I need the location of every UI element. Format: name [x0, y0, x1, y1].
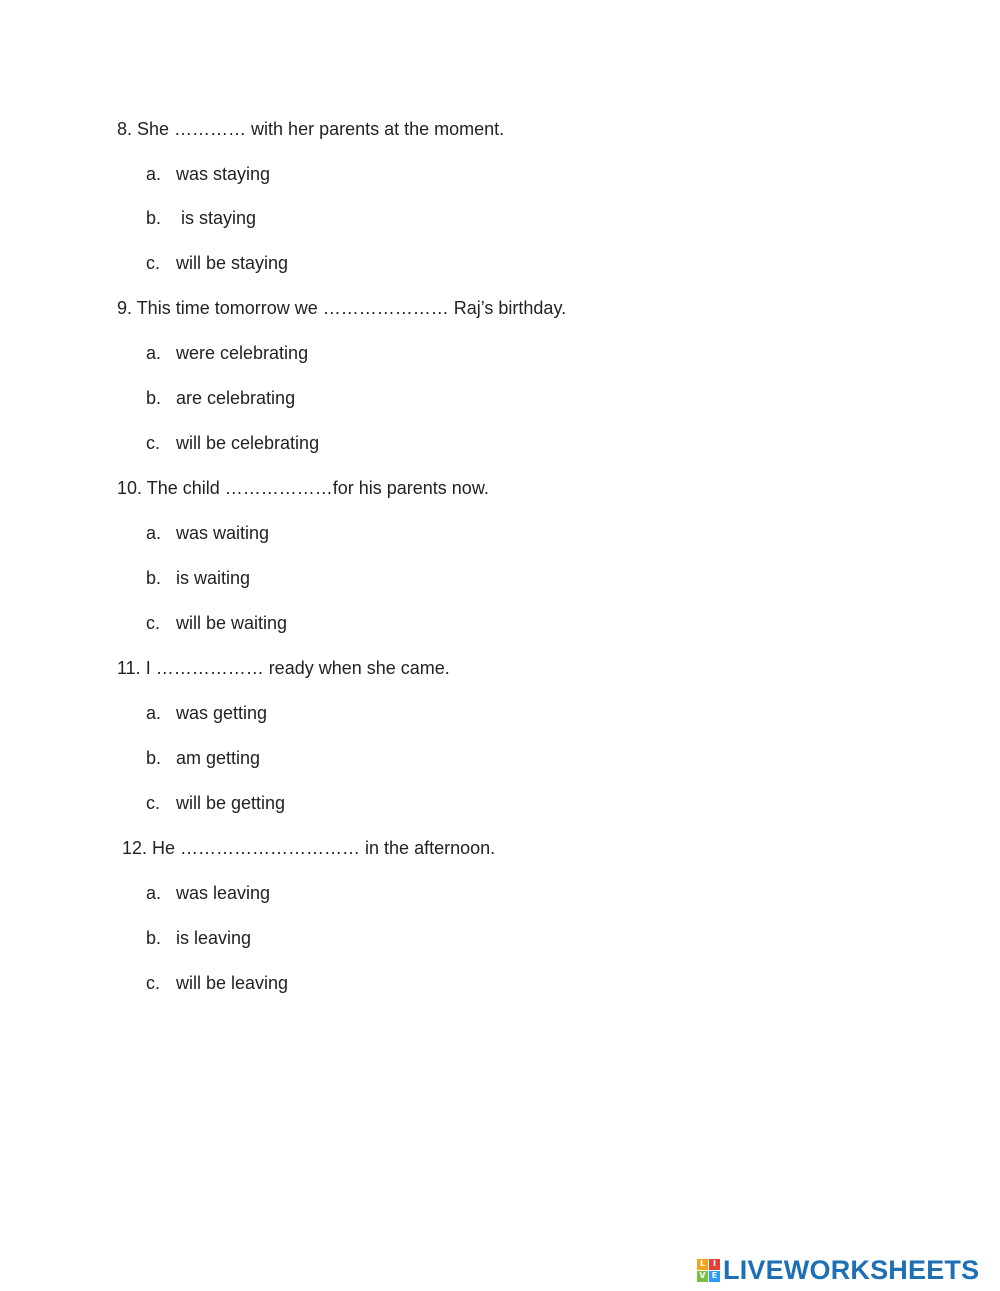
liveworksheets-logo[interactable]: [697, 1255, 979, 1285]
option-letter: a.: [146, 343, 162, 363]
option-text: will be staying: [176, 253, 289, 273]
option-10c: [146, 612, 287, 634]
option-text: will be celebrating: [176, 433, 320, 453]
option-text: was getting: [176, 703, 268, 723]
option-letter: b.: [146, 928, 162, 948]
option-letter: c.: [146, 253, 161, 273]
option-11a: [146, 702, 267, 724]
option-text: am getting: [176, 748, 261, 768]
option-letter: c.: [146, 433, 161, 453]
option-letter: b.: [146, 208, 162, 228]
logo-block: L: [697, 1259, 708, 1270]
option-12a: [146, 882, 270, 904]
option-text: are celebrating: [176, 388, 296, 408]
question-12: 12. He ………………………… in the afternoon.: [122, 838, 496, 858]
question-8: 8. She ………… with her parents at the moment.: [117, 119, 505, 139]
option-9b: [146, 387, 295, 409]
question-9: 9. This time tomorrow we ………………… Raj’s birthday.: [117, 298, 567, 318]
option-8b: [146, 207, 256, 229]
option-text: were celebrating: [176, 343, 309, 363]
option-8a: [146, 163, 270, 185]
logo-block: E: [709, 1271, 720, 1282]
option-12c: [146, 972, 288, 994]
option-11c: [146, 792, 285, 814]
option-text: will be leaving: [176, 973, 289, 993]
option-8c: [146, 252, 288, 274]
option-text: will be getting: [176, 793, 286, 813]
option-letter: c.: [146, 973, 161, 993]
option-text: was waiting: [176, 523, 270, 543]
option-text: is waiting: [176, 568, 251, 588]
option-letter: b.: [146, 748, 162, 768]
logo-block: V: [697, 1271, 708, 1282]
option-text: is leaving: [176, 928, 252, 948]
option-9a: [146, 342, 308, 364]
option-10a: [146, 522, 269, 544]
option-letter: c.: [146, 613, 161, 633]
option-letter: a.: [146, 164, 162, 184]
option-12b: [146, 927, 251, 949]
option-11b: [146, 747, 260, 769]
logo-blocks-icon: [697, 1259, 720, 1282]
logo-block: I: [709, 1259, 720, 1270]
question-10: 10. The child ………………for his parents now.: [117, 478, 489, 498]
option-text: will be waiting: [176, 613, 288, 633]
option-9c: [146, 432, 319, 454]
option-text: is staying: [176, 208, 257, 228]
option-letter: c.: [146, 793, 161, 813]
option-letter: b.: [146, 388, 162, 408]
option-10b: [146, 567, 250, 589]
option-letter: b.: [146, 568, 162, 588]
option-text: was staying: [176, 164, 271, 184]
option-text: was leaving: [176, 883, 271, 903]
logo-text: LIVEWORKSHEETS: [723, 1254, 980, 1285]
option-letter: a.: [146, 523, 162, 543]
question-11: 11. I ……………… ready when she came.: [117, 658, 450, 678]
option-letter: a.: [146, 703, 162, 723]
option-letter: a.: [146, 883, 162, 903]
